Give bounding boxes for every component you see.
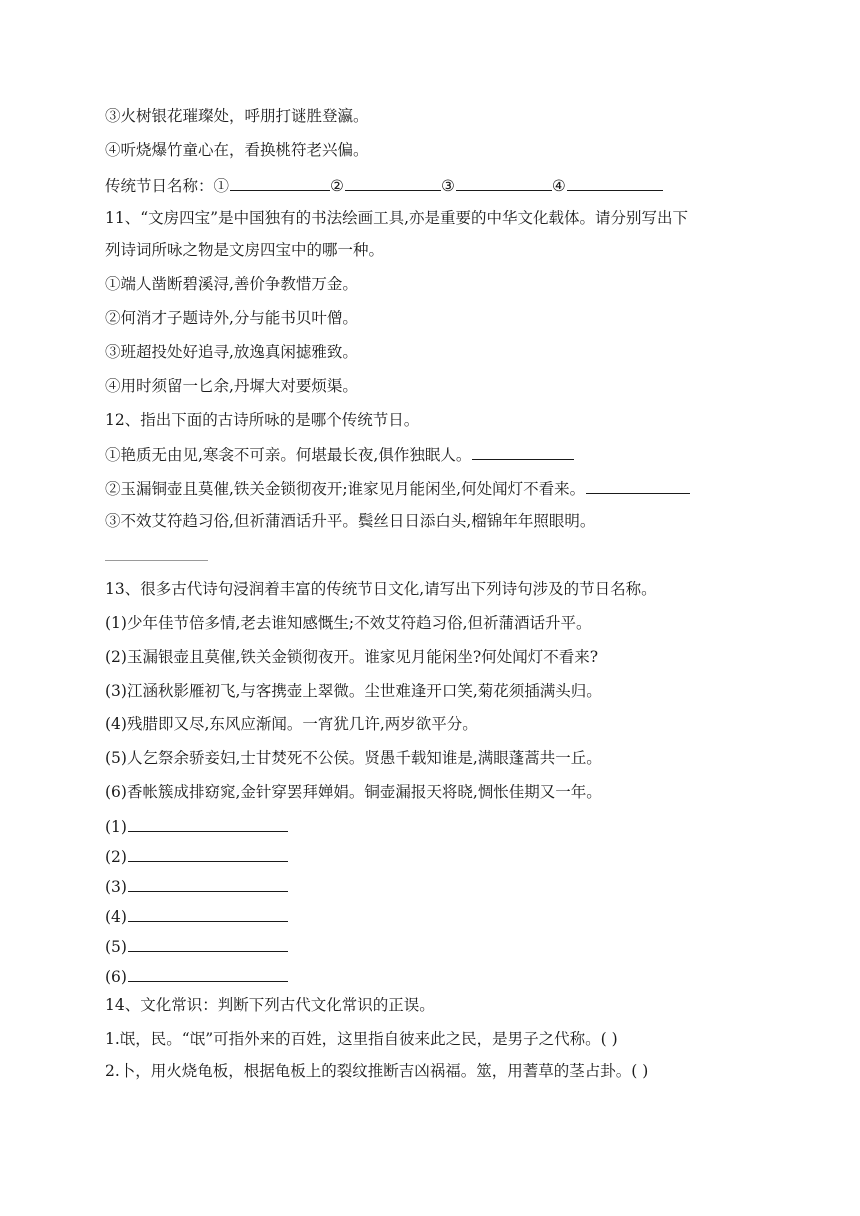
q10-blank-1[interactable] [230,174,330,191]
q11-item-2: ②何消才子题诗外,分与能书贝叶僧。 [105,309,358,327]
q12-blank-2[interactable] [586,477,690,494]
q10-blank-4[interactable] [567,174,663,191]
q13-item-4: (4)残腊即又尽,东风应渐闻。一宵犹几许,两岁欲平分。 [105,715,478,733]
q11-item-3: ③班超投处好追寻,放逸真闲摅雅致。 [105,343,358,361]
q12-blank-1[interactable] [472,443,574,460]
q12-item-2: ②玉漏铜壶且莫催,铁关金锁彻夜开;谁家见月能闲坐,何处闻灯不看来。 [105,480,586,498]
q11-item-4: ④用时须留一匕余,丹墀大对要烦渠。 [105,377,358,395]
q13-answer-4-label: (4) [105,908,127,926]
q13-stem: 13、很多古代诗句浸润着丰富的传统节日文化,请写出下列诗句涉及的节日名称。 [105,580,657,598]
q13-answer-5-blank[interactable] [128,935,288,952]
q13-answer-4-blank[interactable] [128,905,288,922]
q13-answer-4 [105,905,288,927]
q12-blank-3[interactable] [105,560,208,561]
q13-answer-5 [105,935,288,957]
q13-answer-2 [105,845,288,867]
q13-item-1: (1)少年佳节倍多情,老去谁知感慨生;不效艾符趋习俗,但祈蒲酒话升平。 [105,614,592,632]
q11-stem-line-1: 11、“文房四宝”是中国独有的书法绘画工具,亦是重要的中华文化载体。请分别写出下 [105,209,689,227]
q13-answer-6 [105,965,288,987]
q12-item-1-line [105,443,574,465]
q14-stem: 14、文化常识：判断下列古代文化常识的正误。 [105,996,435,1014]
q13-answer-3-blank[interactable] [128,875,288,892]
q14-item-1: 1.氓，民。“氓”可指外来的百姓，这里指自彼来此之民，是男子之代称。( ) [105,1030,618,1048]
q13-answer-2-label: (2) [105,848,127,866]
q11-stem-line-2: 列诗词所咏之物是文房四宝中的哪一种。 [105,241,385,259]
q13-answer-1-blank[interactable] [128,815,288,832]
q13-item-3: (3)江涵秋影雁初飞,与客携壶上翠微。尘世难逢开口笑,菊花须插满头归。 [105,682,602,700]
q12-item-1: ①艳质无由见,寒衾不可亲。何堪最长夜,俱作独眠人。 [105,446,472,464]
q12-item-2-line [105,477,690,499]
q10-answer-line [105,174,663,196]
q13-answer-2-blank[interactable] [128,845,288,862]
q13-answer-6-blank[interactable] [128,965,288,982]
q14-item-2: 2.卜，用火烧龟板，根据龟板上的裂纹推断吉凶祸福。筮，用蓍草的茎占卦。( ) [105,1062,649,1080]
q10-slot-3-label: ③ [440,177,455,195]
q13-answer-6-label: (6) [105,968,127,986]
q11-item-1: ①端人凿断碧溪浔,善价争教惜万金。 [105,275,358,293]
q13-answer-1 [105,815,288,837]
q10-blank-3[interactable] [456,174,552,191]
q13-item-6: (6)香帐簇成排窈窕,金针穿罢拜婵娟。铜壶漏报天将晓,惆怅佳期又一年。 [105,783,602,801]
q13-answer-3-label: (3) [105,878,127,896]
q10-slot-4-label: ④ [551,177,566,195]
q13-item-5: (5)人乞祭余骄妾妇,士甘焚死不公侯。贤愚千载知谁是,满眼蓬蒿共一丘。 [105,749,602,767]
q12-item-3: ③不效艾符趋习俗,但祈蒲酒话升平。鬓丝日日添白头,榴锦年年照眼明。 [105,512,596,530]
q10-slot-2-label: ② [330,177,344,195]
q10-item-3: ③火树银花璀璨处，呼朋打谜胜登瀛。 [105,107,369,125]
q13-item-2: (2)玉漏银壶且莫催,铁关金锁彻夜开。谁家见月能闲坐?何处闻灯不看来? [105,648,599,666]
q10-slot-1-label: ① [213,177,230,195]
q13-answer-1-label: (1) [105,818,127,836]
q10-answer-label: 传统节日名称： [105,177,214,195]
q10-item-4: ④听烧爆竹童心在，看换桃符老兴偏。 [105,141,369,159]
q12-stem: 12、指出下面的古诗所咏的是哪个传统节日。 [105,411,420,429]
q13-answer-3 [105,875,288,897]
q10-blank-2[interactable] [345,174,441,191]
q13-answer-5-label: (5) [105,938,127,956]
